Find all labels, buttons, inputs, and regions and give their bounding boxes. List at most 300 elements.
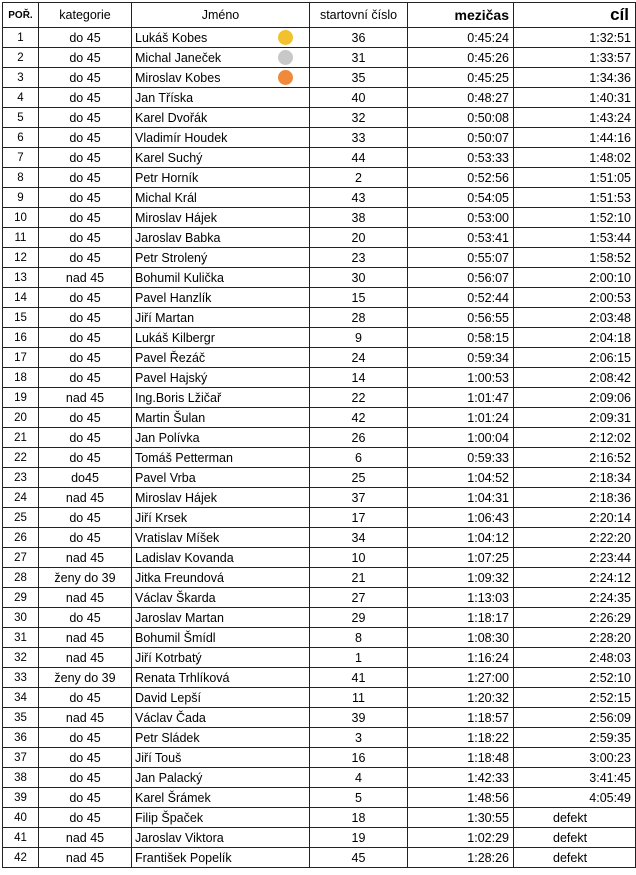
runner-name: Bohumil Kulička: [135, 270, 224, 285]
cell-jmeno: [132, 348, 310, 368]
cell-mezicas: 1:18:17: [408, 608, 514, 628]
cell-jmeno: [132, 788, 310, 808]
cell-jmeno: [132, 488, 310, 508]
table-row: [3, 608, 636, 628]
cell-mezicas: 1:04:12: [408, 528, 514, 548]
cell-kategorie: nad 45: [39, 628, 132, 648]
cell-cil: 1:32:51: [514, 28, 636, 48]
cell-startovni-cislo: 16: [310, 748, 408, 768]
cell-poradi: 6: [3, 128, 39, 148]
cell-cil: 2:52:10: [514, 668, 636, 688]
cell-poradi: 41: [3, 828, 39, 848]
table-row: [3, 188, 636, 208]
cell-kategorie: nad 45: [39, 708, 132, 728]
runner-name: Lukáš Kilbergr: [135, 330, 215, 345]
cell-cil: 2:00:53: [514, 288, 636, 308]
cell-startovni-cislo: 11: [310, 688, 408, 708]
cell-jmeno: [132, 528, 310, 548]
cell-cil: 1:52:10: [514, 208, 636, 228]
cell-mezicas: 0:52:56: [408, 168, 514, 188]
cell-startovni-cislo: 2: [310, 168, 408, 188]
cell-startovni-cislo: 19: [310, 828, 408, 848]
cell-poradi: 30: [3, 608, 39, 628]
runner-name: Vratislav Míšek: [135, 530, 220, 545]
cell-mezicas: 1:04:31: [408, 488, 514, 508]
cell-startovni-cislo: 27: [310, 588, 408, 608]
runner-name: Pavel Hajský: [135, 370, 208, 385]
cell-startovni-cislo: 10: [310, 548, 408, 568]
table-row: [3, 508, 636, 528]
cell-jmeno: [132, 28, 310, 48]
cell-startovni-cislo: 17: [310, 508, 408, 528]
cell-kategorie: do 45: [39, 68, 132, 88]
cell-kategorie: do 45: [39, 348, 132, 368]
cell-mezicas: 0:53:41: [408, 228, 514, 248]
table-row: [3, 288, 636, 308]
cell-mezicas: 0:50:08: [408, 108, 514, 128]
cell-kategorie: do 45: [39, 328, 132, 348]
cell-cil: 2:12:02: [514, 428, 636, 448]
cell-cil: 2:48:03: [514, 648, 636, 668]
table-row: [3, 48, 636, 68]
cell-jmeno: [132, 288, 310, 308]
table-row: [3, 448, 636, 468]
cell-jmeno: [132, 708, 310, 728]
cell-cil: 2:22:20: [514, 528, 636, 548]
runner-name: Michal Král: [135, 190, 197, 205]
cell-jmeno: [132, 248, 310, 268]
runner-name: Jaroslav Martan: [135, 610, 224, 625]
cell-poradi: 7: [3, 148, 39, 168]
cell-startovni-cislo: 31: [310, 48, 408, 68]
cell-mezicas: 1:01:47: [408, 388, 514, 408]
cell-mezicas: 0:54:05: [408, 188, 514, 208]
table-row: [3, 328, 636, 348]
cell-startovni-cislo: 37: [310, 488, 408, 508]
cell-poradi: 27: [3, 548, 39, 568]
cell-poradi: 3: [3, 68, 39, 88]
cell-cil: defekt: [514, 808, 636, 828]
cell-mezicas: 0:48:27: [408, 88, 514, 108]
cell-kategorie: do45: [39, 468, 132, 488]
cell-jmeno: [132, 368, 310, 388]
cell-kategorie: do 45: [39, 368, 132, 388]
cell-jmeno: [132, 408, 310, 428]
table-row: [3, 648, 636, 668]
cell-mezicas: 1:18:57: [408, 708, 514, 728]
cell-cil: 2:06:15: [514, 348, 636, 368]
cell-startovni-cislo: 22: [310, 388, 408, 408]
cell-poradi: 10: [3, 208, 39, 228]
cell-cil: 2:03:48: [514, 308, 636, 328]
cell-poradi: 25: [3, 508, 39, 528]
cell-mezicas: 0:59:34: [408, 348, 514, 368]
runner-name: Renata Trhlíková: [135, 670, 230, 685]
table-row: [3, 308, 636, 328]
cell-startovni-cislo: 20: [310, 228, 408, 248]
cell-startovni-cislo: 29: [310, 608, 408, 628]
cell-cil: 2:20:14: [514, 508, 636, 528]
runner-name: Tomáš Petterman: [135, 450, 233, 465]
cell-jmeno: [132, 608, 310, 628]
cell-startovni-cislo: 42: [310, 408, 408, 428]
cell-poradi: 24: [3, 488, 39, 508]
cell-kategorie: nad 45: [39, 268, 132, 288]
cell-poradi: 2: [3, 48, 39, 68]
cell-poradi: 15: [3, 308, 39, 328]
runner-name: Jiří Kotrbatý: [135, 650, 202, 665]
table-row: [3, 548, 636, 568]
cell-poradi: 23: [3, 468, 39, 488]
cell-jmeno: [132, 148, 310, 168]
cell-jmeno: [132, 168, 310, 188]
runner-name: Miroslav Hájek: [135, 210, 217, 225]
table-row: [3, 68, 636, 88]
runner-name: Miroslav Kobes: [135, 70, 221, 85]
cell-cil: 2:18:34: [514, 468, 636, 488]
results-table: [2, 2, 636, 868]
cell-cil: 1:44:16: [514, 128, 636, 148]
runner-name: Ing.Boris Lžičař: [135, 390, 222, 405]
cell-mezicas: 1:13:03: [408, 588, 514, 608]
runner-name: Michal Janeček: [135, 50, 222, 65]
cell-poradi: 12: [3, 248, 39, 268]
cell-cil: 1:51:53: [514, 188, 636, 208]
cell-jmeno: [132, 728, 310, 748]
cell-mezicas: 1:09:32: [408, 568, 514, 588]
cell-jmeno: [132, 468, 310, 488]
cell-kategorie: do 45: [39, 248, 132, 268]
cell-kategorie: do 45: [39, 168, 132, 188]
runner-name: Petr Sládek: [135, 730, 200, 745]
cell-cil: defekt: [514, 828, 636, 848]
cell-startovni-cislo: 14: [310, 368, 408, 388]
cell-kategorie: do 45: [39, 728, 132, 748]
runner-name: Jaroslav Viktora: [135, 830, 224, 845]
cell-mezicas: 1:20:32: [408, 688, 514, 708]
cell-kategorie: do 45: [39, 448, 132, 468]
cell-cil: 1:53:44: [514, 228, 636, 248]
table-row: [3, 688, 636, 708]
cell-kategorie: do 45: [39, 88, 132, 108]
runner-name: Karel Šrámek: [135, 790, 211, 805]
cell-mezicas: 1:16:24: [408, 648, 514, 668]
runner-name: Pavel Vrba: [135, 470, 196, 485]
cell-cil: 1:43:24: [514, 108, 636, 128]
cell-startovni-cislo: 23: [310, 248, 408, 268]
table-row: [3, 88, 636, 108]
cell-startovni-cislo: 3: [310, 728, 408, 748]
cell-poradi: 16: [3, 328, 39, 348]
cell-cil: 2:23:44: [514, 548, 636, 568]
runner-name: Karel Suchý: [135, 150, 203, 165]
cell-kategorie: nad 45: [39, 648, 132, 668]
table-row: [3, 428, 636, 448]
cell-jmeno: [132, 768, 310, 788]
cell-mezicas: 0:53:33: [408, 148, 514, 168]
cell-jmeno: [132, 688, 310, 708]
cell-poradi: 4: [3, 88, 39, 108]
cell-kategorie: do 45: [39, 108, 132, 128]
cell-mezicas: 1:02:29: [408, 828, 514, 848]
cell-poradi: 29: [3, 588, 39, 608]
runner-name: Bohumil Šmídl: [135, 630, 216, 645]
cell-startovni-cislo: 45: [310, 848, 408, 868]
cell-jmeno: [132, 628, 310, 648]
header-jmeno: Jméno: [132, 3, 310, 28]
cell-startovni-cislo: 8: [310, 628, 408, 648]
cell-kategorie: do 45: [39, 788, 132, 808]
cell-cil: 1:51:05: [514, 168, 636, 188]
runner-name: Miroslav Hájek: [135, 490, 217, 505]
cell-cil: 2:24:35: [514, 588, 636, 608]
header-por: POŘ.: [3, 3, 39, 28]
table-row: [3, 108, 636, 128]
runner-name: Pavel Řezáč: [135, 350, 206, 365]
table-row: [3, 28, 636, 48]
runner-name: Lukáš Kobes: [135, 30, 208, 45]
cell-cil: 1:33:57: [514, 48, 636, 68]
table-row: [3, 708, 636, 728]
cell-kategorie: do 45: [39, 288, 132, 308]
table-row: [3, 268, 636, 288]
cell-jmeno: [132, 548, 310, 568]
cell-jmeno: [132, 588, 310, 608]
cell-mezicas: 0:59:33: [408, 448, 514, 468]
cell-kategorie: do 45: [39, 688, 132, 708]
runner-name: Jiří Krsek: [135, 510, 188, 525]
cell-cil: 2:00:10: [514, 268, 636, 288]
cell-poradi: 9: [3, 188, 39, 208]
cell-jmeno: [132, 808, 310, 828]
cell-mezicas: 1:18:48: [408, 748, 514, 768]
cell-jmeno: [132, 88, 310, 108]
cell-jmeno: [132, 328, 310, 348]
cell-poradi: 32: [3, 648, 39, 668]
cell-mezicas: 0:55:07: [408, 248, 514, 268]
cell-cil: defekt: [514, 848, 636, 868]
table-row: [3, 408, 636, 428]
cell-jmeno: [132, 48, 310, 68]
runner-name: Jan Palacký: [135, 770, 203, 785]
cell-kategorie: nad 45: [39, 548, 132, 568]
cell-poradi: 21: [3, 428, 39, 448]
cell-cil: 2:08:42: [514, 368, 636, 388]
cell-poradi: 37: [3, 748, 39, 768]
cell-jmeno: [132, 828, 310, 848]
cell-kategorie: do 45: [39, 48, 132, 68]
table-row: [3, 468, 636, 488]
cell-kategorie: do 45: [39, 748, 132, 768]
runner-name: Jan Polívka: [135, 430, 200, 445]
cell-jmeno: [132, 428, 310, 448]
cell-jmeno: [132, 68, 310, 88]
cell-startovni-cislo: 25: [310, 468, 408, 488]
cell-jmeno: [132, 508, 310, 528]
cell-poradi: 13: [3, 268, 39, 288]
cell-cil: 2:09:31: [514, 408, 636, 428]
cell-cil: 4:05:49: [514, 788, 636, 808]
cell-mezicas: 0:45:25: [408, 68, 514, 88]
cell-mezicas: 1:04:52: [408, 468, 514, 488]
cell-mezicas: 1:00:04: [408, 428, 514, 448]
cell-cil: 1:40:31: [514, 88, 636, 108]
cell-cil: 2:56:09: [514, 708, 636, 728]
cell-jmeno: [132, 228, 310, 248]
runner-name: Jiří Martan: [135, 310, 195, 325]
table-row: [3, 808, 636, 828]
runner-name: Jitka Freundová: [135, 570, 224, 585]
cell-poradi: 1: [3, 28, 39, 48]
header-cil: cíl: [514, 3, 636, 28]
cell-kategorie: ženy do 39: [39, 668, 132, 688]
runner-name: Petr Horník: [135, 170, 199, 185]
table-row: [3, 208, 636, 228]
cell-kategorie: do 45: [39, 148, 132, 168]
cell-kategorie: nad 45: [39, 588, 132, 608]
cell-poradi: 5: [3, 108, 39, 128]
cell-startovni-cislo: 21: [310, 568, 408, 588]
cell-mezicas: 1:42:33: [408, 768, 514, 788]
cell-cil: 1:58:52: [514, 248, 636, 268]
cell-cil: 2:28:20: [514, 628, 636, 648]
cell-startovni-cislo: 30: [310, 268, 408, 288]
cell-poradi: 22: [3, 448, 39, 468]
cell-mezicas: 1:00:53: [408, 368, 514, 388]
cell-mezicas: 0:45:26: [408, 48, 514, 68]
cell-startovni-cislo: 38: [310, 208, 408, 228]
table-row: [3, 168, 636, 188]
runner-name: Václav Škarda: [135, 590, 216, 605]
cell-jmeno: [132, 388, 310, 408]
cell-cil: 2:18:36: [514, 488, 636, 508]
cell-jmeno: [132, 128, 310, 148]
cell-kategorie: do 45: [39, 508, 132, 528]
cell-mezicas: 1:27:00: [408, 668, 514, 688]
cell-mezicas: 1:01:24: [408, 408, 514, 428]
runner-name: Ladislav Kovanda: [135, 550, 234, 565]
cell-poradi: 39: [3, 788, 39, 808]
cell-poradi: 17: [3, 348, 39, 368]
cell-startovni-cislo: 6: [310, 448, 408, 468]
runner-name: Jan Tříska: [135, 90, 194, 105]
cell-jmeno: [132, 208, 310, 228]
cell-poradi: 35: [3, 708, 39, 728]
cell-kategorie: nad 45: [39, 848, 132, 868]
cell-startovni-cislo: 24: [310, 348, 408, 368]
header-kategorie: kategorie: [39, 3, 132, 28]
cell-startovni-cislo: 18: [310, 808, 408, 828]
table-row: [3, 768, 636, 788]
cell-mezicas: 1:06:43: [408, 508, 514, 528]
cell-jmeno: [132, 848, 310, 868]
table-row: [3, 588, 636, 608]
cell-poradi: 26: [3, 528, 39, 548]
cell-mezicas: 0:58:15: [408, 328, 514, 348]
cell-startovni-cislo: 44: [310, 148, 408, 168]
runner-name: Petr Strolený: [135, 250, 208, 265]
runner-name: Václav Čada: [135, 710, 206, 725]
cell-startovni-cislo: 41: [310, 668, 408, 688]
cell-mezicas: 1:30:55: [408, 808, 514, 828]
runner-name: Pavel Hanzlík: [135, 290, 212, 305]
cell-mezicas: 1:07:25: [408, 548, 514, 568]
cell-jmeno: [132, 748, 310, 768]
cell-poradi: 18: [3, 368, 39, 388]
table-row: [3, 748, 636, 768]
cell-poradi: 34: [3, 688, 39, 708]
cell-mezicas: 1:48:56: [408, 788, 514, 808]
cell-poradi: 33: [3, 668, 39, 688]
table-row: [3, 228, 636, 248]
cell-poradi: 31: [3, 628, 39, 648]
table-row: [3, 348, 636, 368]
results-body: [3, 28, 636, 868]
cell-poradi: 36: [3, 728, 39, 748]
cell-jmeno: [132, 108, 310, 128]
cell-startovni-cislo: 36: [310, 28, 408, 48]
cell-cil: 2:09:06: [514, 388, 636, 408]
cell-cil: 3:00:23: [514, 748, 636, 768]
silver-medal-icon: [278, 50, 293, 65]
cell-jmeno: [132, 268, 310, 288]
bronze-medal-icon: [278, 70, 293, 85]
cell-startovni-cislo: 1: [310, 648, 408, 668]
cell-startovni-cislo: 39: [310, 708, 408, 728]
cell-cil: 2:16:52: [514, 448, 636, 468]
cell-kategorie: nad 45: [39, 828, 132, 848]
cell-cil: 2:26:29: [514, 608, 636, 628]
cell-startovni-cislo: 28: [310, 308, 408, 328]
runner-name: Vladimír Houdek: [135, 130, 228, 145]
cell-jmeno: [132, 668, 310, 688]
runner-name: Martin Šulan: [135, 410, 206, 425]
table-row: [3, 368, 636, 388]
cell-poradi: 8: [3, 168, 39, 188]
cell-mezicas: 1:28:26: [408, 848, 514, 868]
table-row: [3, 248, 636, 268]
cell-kategorie: do 45: [39, 228, 132, 248]
runner-name: Jaroslav Babka: [135, 230, 221, 245]
cell-startovni-cislo: 15: [310, 288, 408, 308]
runner-name: Filip Špaček: [135, 810, 204, 825]
runner-name: Karel Dvořák: [135, 110, 208, 125]
cell-startovni-cislo: 40: [310, 88, 408, 108]
cell-startovni-cislo: 4: [310, 768, 408, 788]
cell-kategorie: do 45: [39, 28, 132, 48]
table-row: [3, 128, 636, 148]
cell-kategorie: do 45: [39, 608, 132, 628]
runner-name: Jiří Touš: [135, 750, 182, 765]
cell-cil: 1:48:02: [514, 148, 636, 168]
cell-mezicas: 0:50:07: [408, 128, 514, 148]
table-row: [3, 728, 636, 748]
table-row: [3, 388, 636, 408]
cell-kategorie: do 45: [39, 808, 132, 828]
cell-startovni-cislo: 32: [310, 108, 408, 128]
cell-cil: 3:41:45: [514, 768, 636, 788]
cell-kategorie: do 45: [39, 128, 132, 148]
cell-poradi: 14: [3, 288, 39, 308]
cell-kategorie: ženy do 39: [39, 568, 132, 588]
table-row: [3, 788, 636, 808]
cell-startovni-cislo: 34: [310, 528, 408, 548]
cell-jmeno: [132, 188, 310, 208]
gold-medal-icon: [278, 30, 293, 45]
cell-poradi: 28: [3, 568, 39, 588]
cell-cil: 2:52:15: [514, 688, 636, 708]
runner-name: František Popelík: [135, 850, 232, 865]
